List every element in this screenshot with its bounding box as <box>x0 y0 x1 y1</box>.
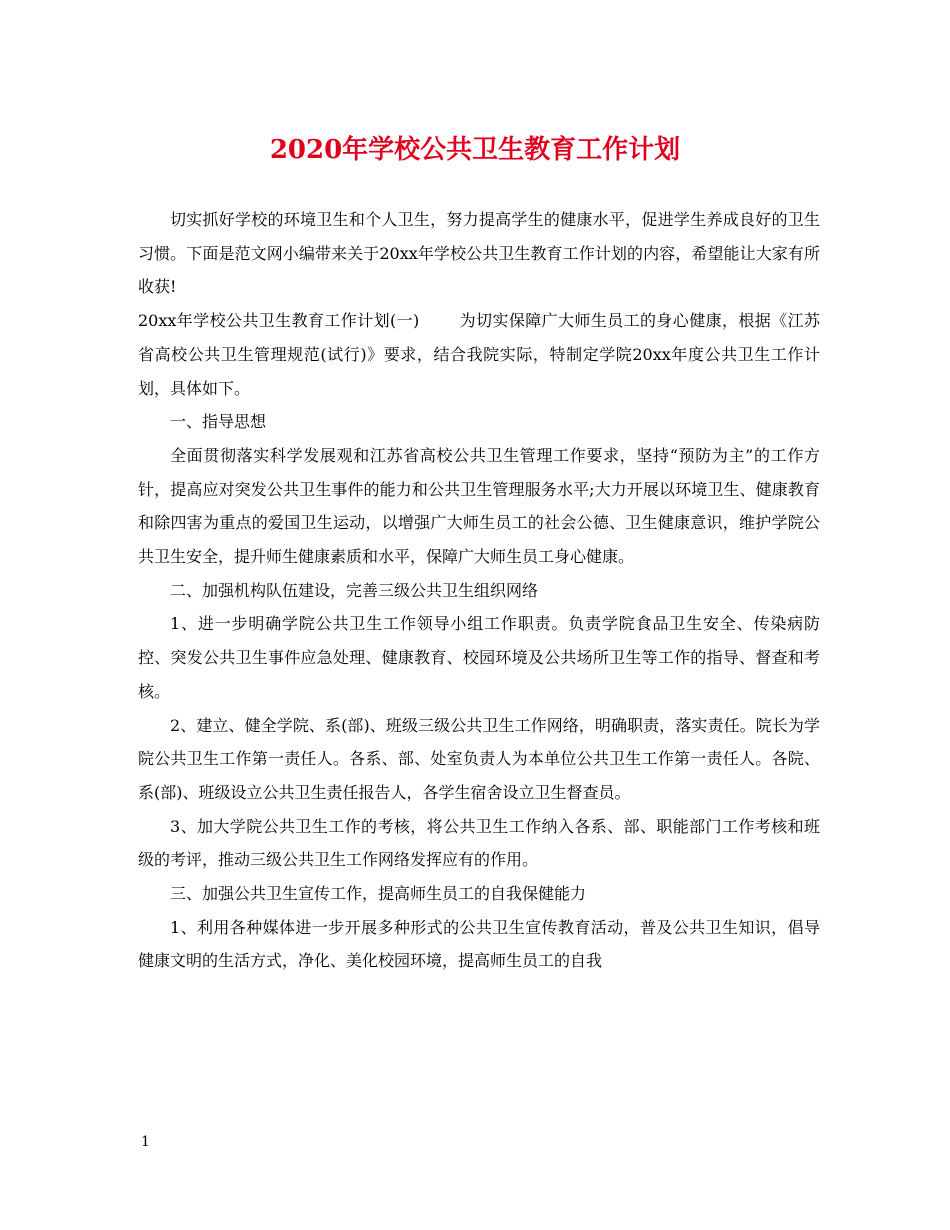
section-heading-publicity: 三、加强公共卫生宣传工作，提高师生员工的自我保健能力 <box>170 884 587 904</box>
intro-paragraph: 切实抓好学校的环境卫生和个人卫生，努力提高学生的健康水平，促进学生养成良好的卫生习惯。下面是范文网小编带来关于20xx年学校公共卫生教育工作计划的内容，希望能让大家有所收获! <box>138 210 820 297</box>
plan-heading-paragraph <box>138 304 820 405</box>
document-body <box>138 203 820 978</box>
section-heading-organization: 二、加强机构队伍建设，完善三级公共卫生组织网络 <box>170 580 539 600</box>
page-number: 1 <box>141 1134 150 1150</box>
section-heading-guiding-ideology: 一、指导思想 <box>170 412 267 432</box>
plan-heading: 20xx年学校公共卫生教育工作计划(一) <box>138 311 420 331</box>
plan-intro: 为切实保障广大师生员工的身心健康，根据《江苏省高校公共卫生管理规范(试行)》要求，结合我院实际，特制定学院20xx年度公共卫生工作计划，具体如下。 <box>138 311 820 398</box>
publicity-item-1: 1、利用各种媒体进一步开展多种形式的公共卫生宣传教育活动，普及公共卫生知识，倡导健康文明的生活方式，净化、美化校园环境，提高师生员工的自我 <box>138 917 820 971</box>
document-title: 2020年学校公共卫生教育工作计划 <box>269 135 681 165</box>
organization-item-3: 3、加大学院公共卫生工作的考核，将公共卫生工作纳入各系、部、职能部门工作考核和班级的考评，推动三级公共卫生工作网络发挥应有的作用。 <box>138 816 820 870</box>
organization-item-2: 2、建立、健全学院、系(部)、班级三级公共卫生工作网络，明确职责，落实责任。院长为学院公共卫生工作第一责任人。各系、部、处室负责人为本单位公共卫生工作第一责任人。各院、系(部)、班级设立公共卫生责任报告人，各学生宿舍设立卫生督查员。 <box>138 715 820 802</box>
guiding-ideology-paragraph: 全面贯彻落实科学发展观和江苏省高校公共卫生管理工作要求，坚持“预防为主”的工作方针，提高应对突发公共卫生事件的能力和公共卫生管理服务水平;大力开展以环境卫生、健康教育和除四害为重点的爱国卫生运动，以增强广大师生员工的社会公德、卫生健康意识，维护学院公共卫生安全，提升师生健康素质和水平，保障广大师生员工身心健康。 <box>138 445 820 567</box>
organization-item-1: 1、进一步明确学院公共卫生工作领导小组工作职责。负责学院食品卫生安全、传染病防控、突发公共卫生事件应急处理、健康教育、校园环境及公共场所卫生等工作的指导、督查和考核。 <box>138 614 820 701</box>
